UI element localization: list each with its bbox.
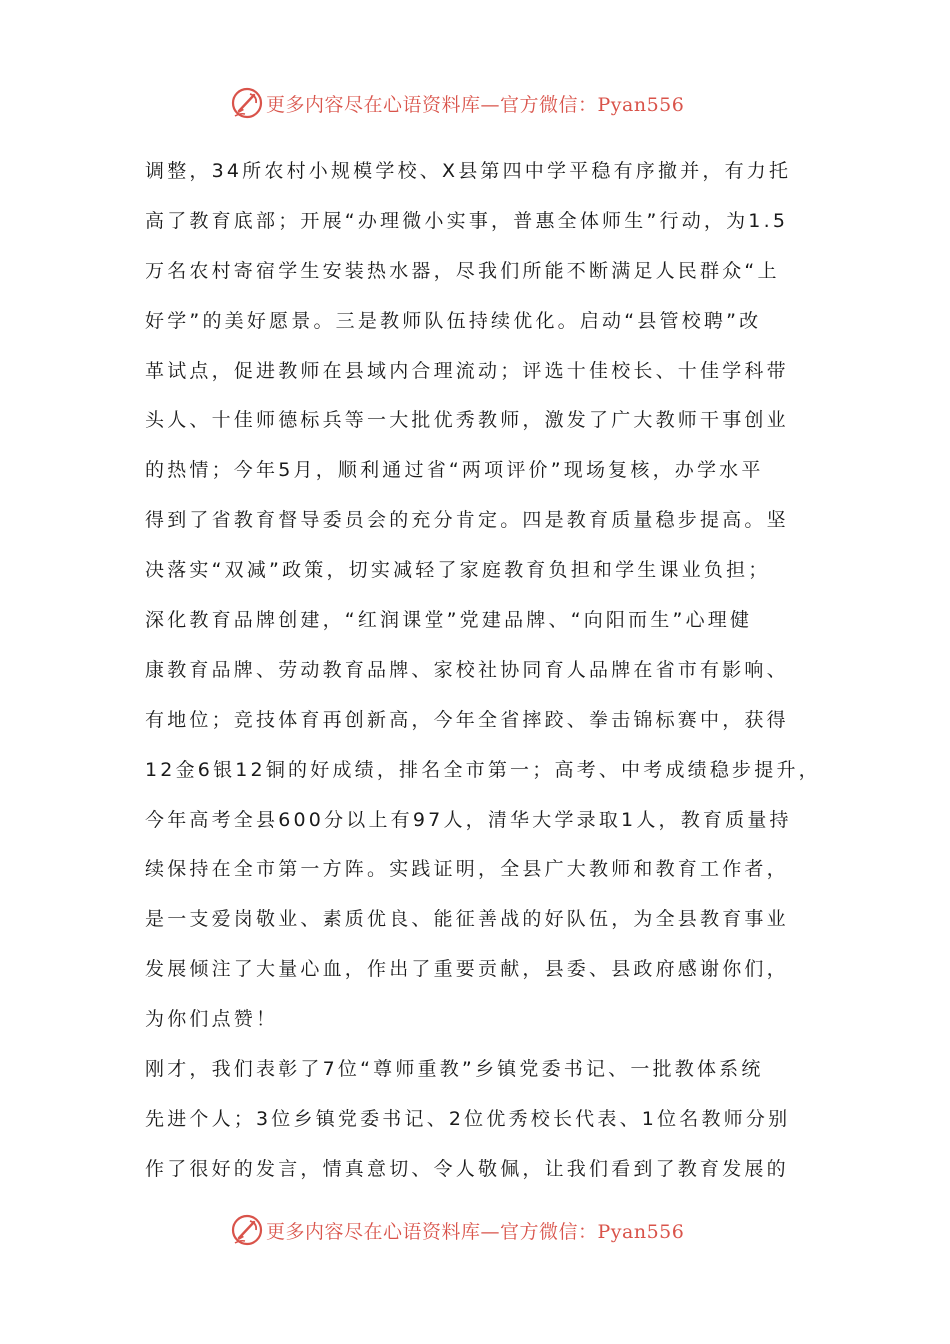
text-line: 是一支爱岗敬业、素质优良、能征善战的好队伍，为全县教育事业 <box>145 908 789 931</box>
pen-logo-icon <box>230 86 264 120</box>
text-line: 作了很好的发言，情真意切、令人敬佩，让我们看到了教育发展的 <box>145 1157 789 1180</box>
pen-logo-icon <box>230 1213 264 1247</box>
text-line: 刚才，我们表彰了7位“尊师重教”乡镇党委书记、一批教体系统 <box>145 1058 764 1081</box>
footer-watermark <box>230 1212 750 1248</box>
text-line: 万名农村寄宿学生安装热水器，尽我们所能不断满足人民群众“上 <box>145 259 780 282</box>
text-line: 好学”的美好愿景。三是教师队伍持续优化。启动“县管校聘”改 <box>145 309 762 332</box>
text-line: 高了教育底部；开展“办理微小实事，普惠全体师生”行动，为1.5 <box>145 209 789 232</box>
text-line: 头人、十佳师德标兵等一大批优秀教师，激发了广大教师干事创业 <box>145 409 789 432</box>
watermark-text: 更多内容尽在心语资料库—官方微信：Pyan556 <box>266 1220 685 1243</box>
text-line: 12金6银12铜的好成绩，排名全市第一；高考、中考成绩稳步提升， <box>145 758 821 781</box>
text-line: 调整，34所农村小规模学校、X县第四中学平稳有序撤并，有力托 <box>145 160 792 182</box>
text-line: 决落实“双减”政策，切实减轻了家庭教育负担和学生课业负担； <box>145 559 771 582</box>
text-line: 先进个人；3位乡镇党委书记、2位优秀校长代表、1位名教师分别 <box>145 1107 791 1130</box>
watermark-text: 更多内容尽在心语资料库—官方微信：Pyan556 <box>266 93 685 116</box>
text-line: 革试点，促进教师在县域内合理流动；评选十佳校长、十佳学科带 <box>145 359 789 382</box>
document-body <box>145 147 821 1195</box>
text-line: 的热情；今年5月，顺利通过省“两项评价”现场复核，办学水平 <box>145 459 764 482</box>
text-line: 得到了省教育督导委员会的充分肯定。四是教育质量稳步提高。坚 <box>145 509 789 532</box>
text-line: 康教育品牌、劳动教育品牌、家校社协同育人品牌在省市有影响、 <box>145 658 789 681</box>
text-line: 为你们点赞！ <box>145 1008 279 1031</box>
text-line: 续保持在全市第一方阵。实践证明，全县广大教师和教育工作者， <box>145 858 789 881</box>
text-line: 深化教育品牌创建，“红润课堂”党建品牌、“向阳而生”心理健 <box>145 609 753 632</box>
text-line: 今年高考全县600分以上有97人，清华大学录取1人，教育质量持 <box>145 808 792 831</box>
text-line: 有地位；竞技体育再创新高，今年全省摔跤、拳击锦标赛中，获得 <box>145 708 789 731</box>
text-line: 发展倾注了大量心血，作出了重要贡献，县委、县政府感谢你们， <box>145 958 789 981</box>
header-watermark <box>230 85 750 121</box>
